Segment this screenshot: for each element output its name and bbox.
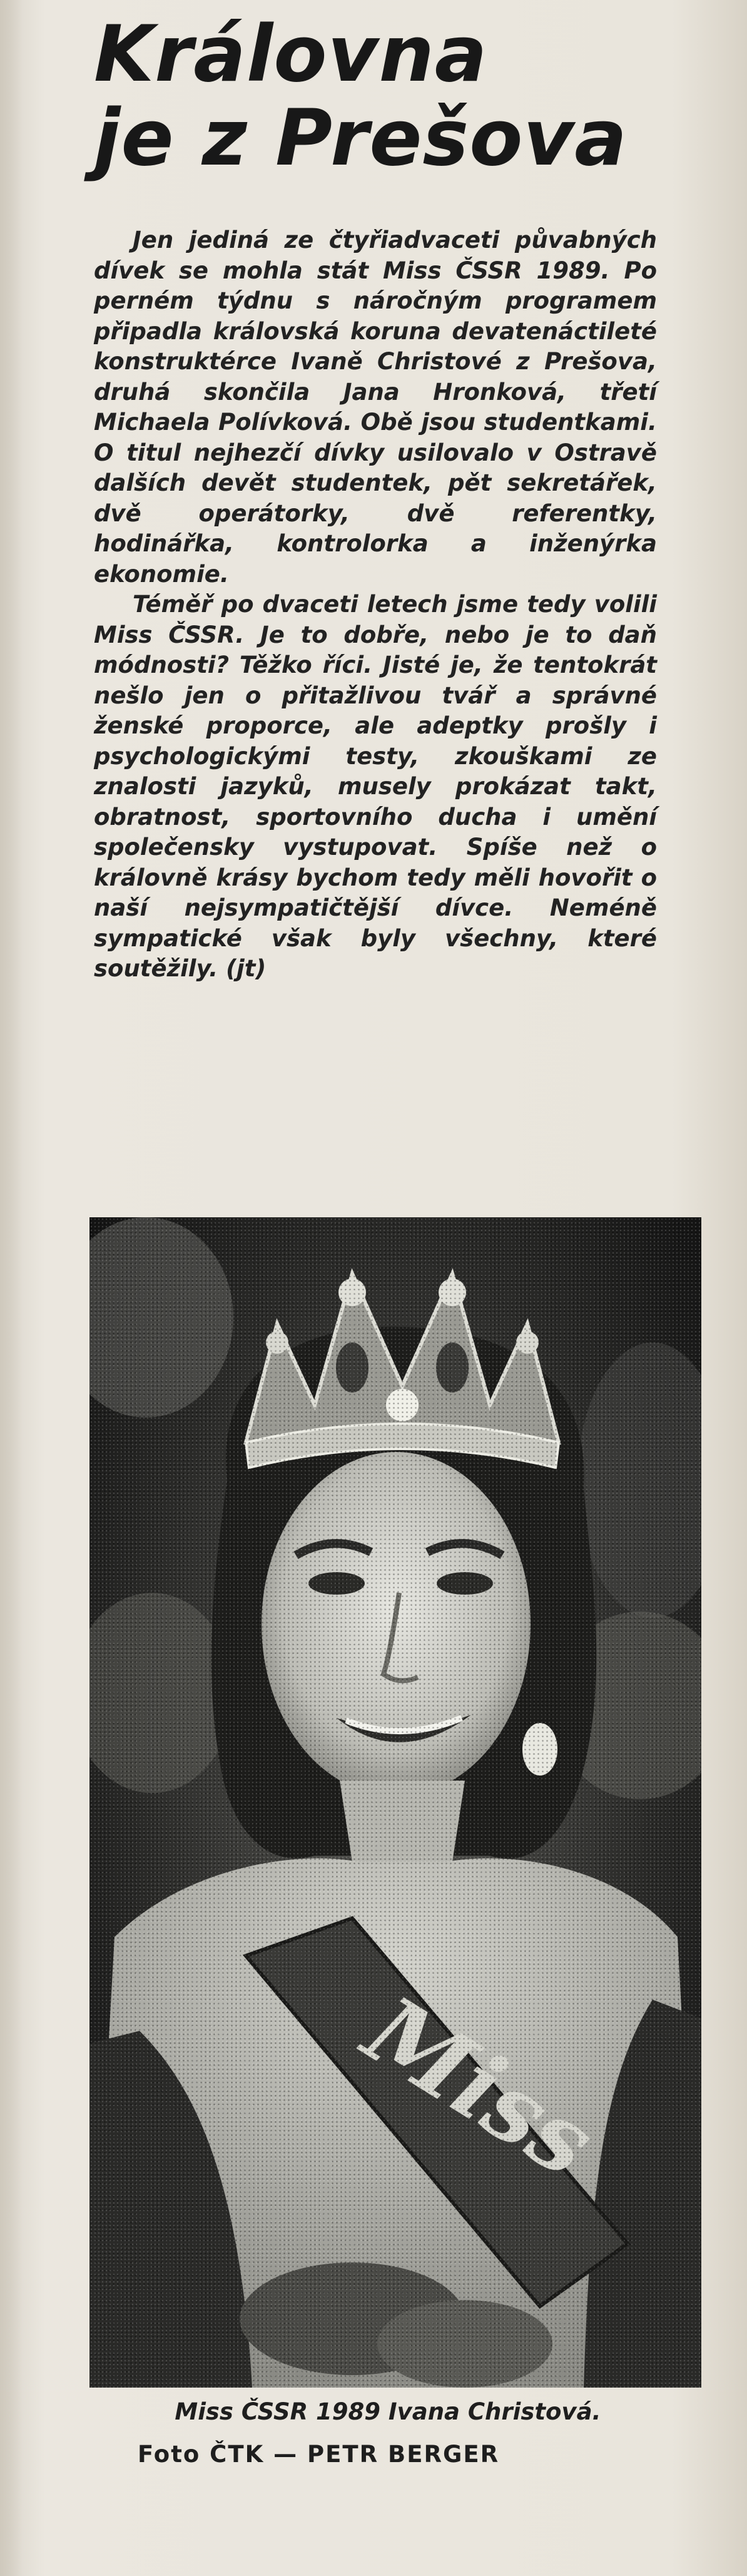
headline-line-2: je z Prešova bbox=[94, 93, 628, 183]
headline-line-1: Královna bbox=[94, 9, 488, 100]
photo-caption: Miss ČSSR 1989 Ivana Christová. bbox=[175, 2398, 601, 2425]
author-signature: (jt) bbox=[226, 955, 267, 982]
article-paragraph-1: Jen jediná ze čtyřiadvaceti půvabných dívek se mohla stát Miss ČSSR 1989. Po perném týdnu s náročným programem připadla královská koruna devatenáctileté konstruktérce Ivaně Christové z Prešova, druhá skončila Jana Hronková, třetí Michaela Polívková. Obě jsou studentkami. O titul nejhezčí dívky usilovalo v Ostravě dalších devět studentek, pět sekretářek, dvě operátorky, dvě referentky, hodinářka, kontrolorka a inženýrka ekonomie. bbox=[94, 227, 657, 588]
paper-edge-shadow bbox=[0, 0, 23, 2576]
article-paragraph-2 bbox=[94, 590, 657, 984]
photo-credit: Foto ČTK — PETR BERGER bbox=[138, 2441, 500, 2468]
article-body bbox=[94, 225, 657, 984]
portrait-photo-image bbox=[89, 1217, 701, 2388]
portrait-photo bbox=[89, 1217, 701, 2388]
article-paragraph-2-text: Téměř po dvaceti letech jsme tedy volili Miss ČSSR. Je to dobře, nebo je to daň módnosti? Těžko říci. Jisté je, že tentokrát nešlo jen o přitažlivou tvář a správné ženské proporce, ale adeptky prošly i psychologickými testy, zkouškami ze znalosti jazyků, musely prokázat takt, obratnost, sportovního ducha i umění společensky vystupovat. Spíše než o královně krásy bychom tedy měli hovořit o naší nejsympatičtější dívce. Neméně sympatické však byly všechny, které soutěžily. bbox=[94, 591, 657, 982]
headline bbox=[94, 9, 707, 183]
